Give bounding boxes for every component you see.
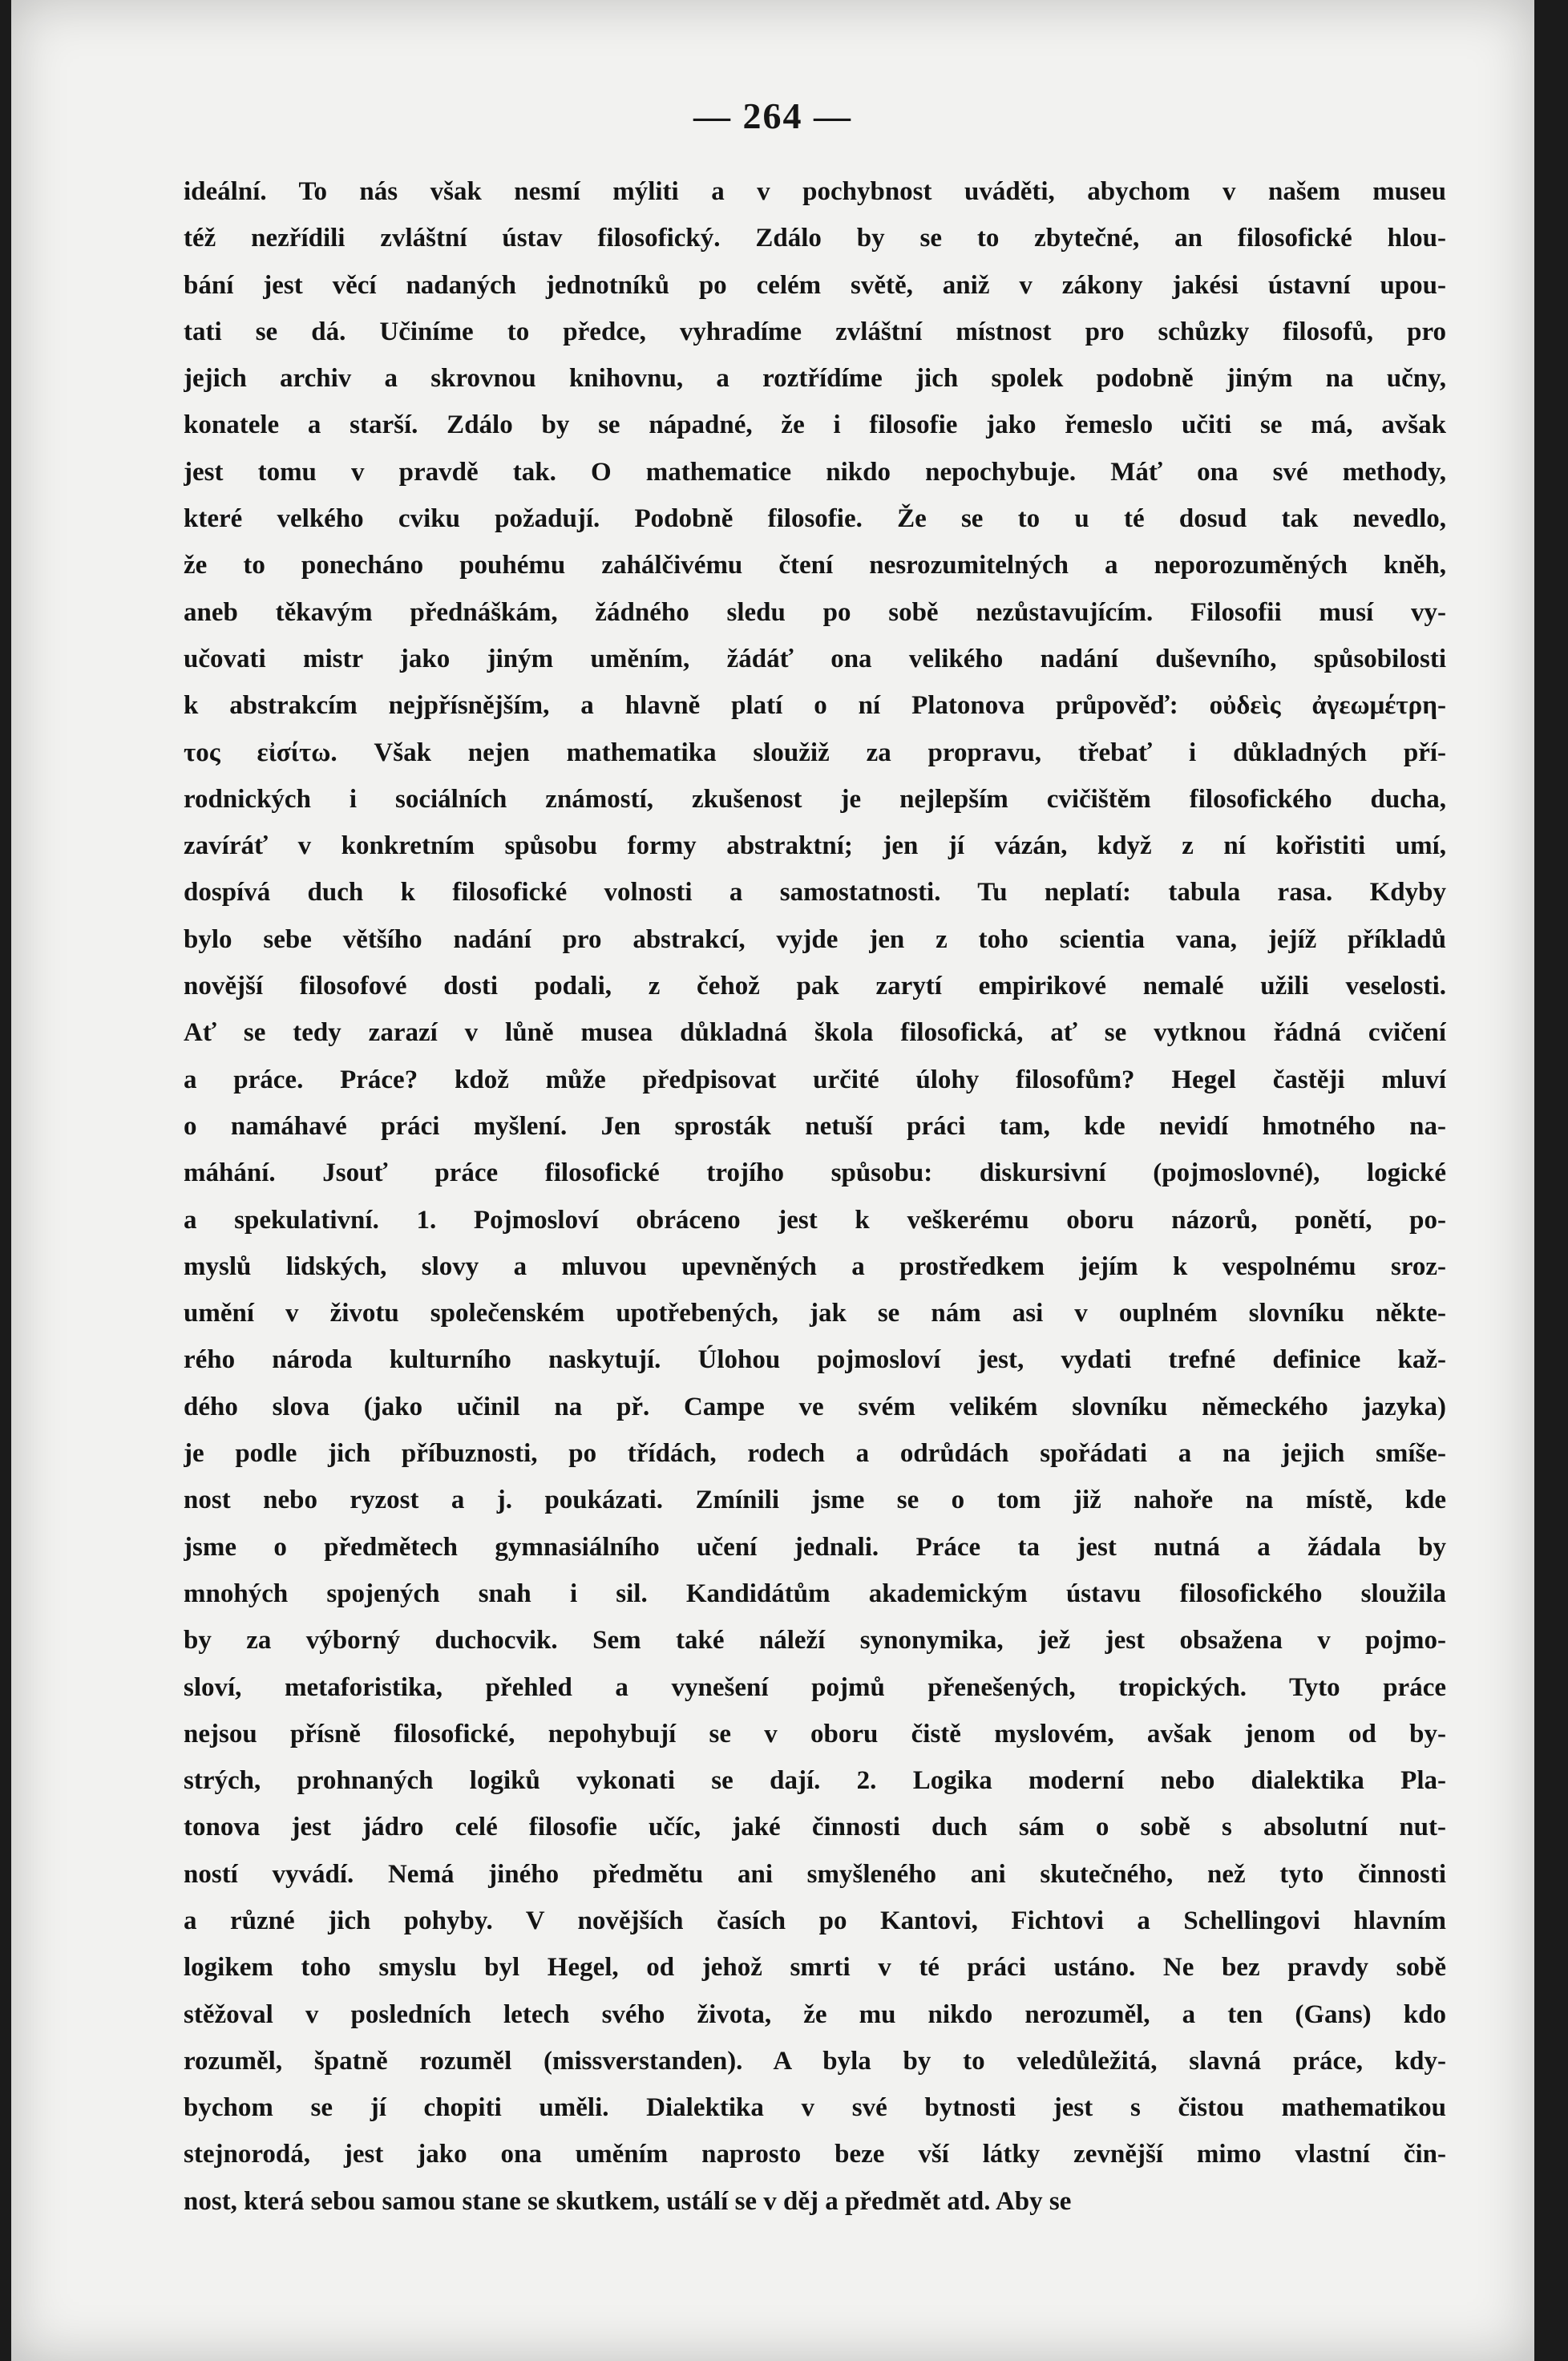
text-line: tati se dá. Učiníme to předce, vyhradíme zvláštní místnost pro schůzky filosofů, pro [184, 317, 1446, 346]
text-line: rozuměl, špatně rozuměl (missverstanden). A byla by to veledůležitá, slavná práce, kdy- [184, 2046, 1446, 2076]
text-line: nost, která sebou samou stane se skutkem, ustálí se v děj a předmět atd. Aby se [184, 2186, 1072, 2216]
text-line: jejich archiv a skrovnou knihovnu, a roztřídíme jich spolek podobně jiným na učny, [184, 364, 1446, 394]
text-line: rého národa kulturního naskytují. Úlohou pojmosloví jest, vydati trefné definice kaž- [184, 1345, 1446, 1375]
page-number: — 264 — [693, 95, 852, 136]
text-line: rodnických i sociálních známostí, zkušenost je nejlepším cvičištěm filosofického ducha, [184, 784, 1446, 814]
text-line: též nezřídili zvláštní ústav filosofický. Zdálo by se to zbytečné, an filosofické hlou- [184, 224, 1446, 253]
text-line: učovati mistr jako jiným uměním, žádáť ona velikého nadání duševního, spůsobilosti [184, 644, 1446, 673]
text-line: Ať se tedy zarazí v lůně musea důkladná škola filosofická, ať se vytknou řádná cvičení [184, 1018, 1446, 1048]
text-line: zavíráť v konkretním spůsobu formy abstraktní; jen jí vázán, když z ní kořistiti umí, [184, 831, 1446, 861]
text-line: ností vyvádí. Nemá jiného předmětu ani smyšleného ani skutečného, než tyto činnosti [184, 1859, 1446, 1889]
text-line: stěžoval v posledních letech svého života, že mu nikdo nerozuměl, a ten (Gans) kdo [184, 1999, 1446, 2029]
text-line: dospívá duch k filosofické volnosti a samostatnosti. Tu neplatí: tabula rasa. Kdyby [184, 878, 1446, 908]
text-line: strých, prohnaných logiků vykonati se dají. 2. Logika moderní nebo dialektika Pla- [184, 1766, 1446, 1796]
text-line: stejnorodá, jest jako ona uměním naprosto beze vší látky zevnější mimo vlastní čin- [184, 2140, 1446, 2169]
text-line: aneb těkavým přednáškám, žádného sledu po sobě nezůstavujícím. Filosofii musí vy- [184, 597, 1446, 627]
text-line: umění v životu společenském upotřebených, jak se nám asi v ouplném slovníku někte- [184, 1299, 1446, 1328]
text-line: novější filosofové dosti podali, z čehož pak zarytí empirikové nemalé užili veselosti. [184, 972, 1446, 1001]
text-line: logikem toho smyslu byl Hegel, od jehož smrti v té práci ustáno. Ne bez pravdy sobě [184, 1953, 1446, 1983]
text-line: máhání. Jsouť práce filosofické trojího spůsobu: diskursivní (pojmoslovné), logické [184, 1158, 1446, 1188]
text-line: by za výborný duchocvik. Sem také náleží synonymika, jež jest obsažena v pojmo- [184, 1626, 1446, 1656]
text-line: τος εἰσίτω. Však nejen mathematika sloužiž za propravu, třebať i důkladných pří- [184, 738, 1446, 767]
text-line: že to ponecháno pouhému zahálčivému čtení nesrozumitelných a neporozuměných kněh, [184, 551, 1446, 580]
text-line: jsme o předmětech gymnasiálního učení jednali. Práce ta jest nutná a žádala by [184, 1532, 1446, 1562]
text-line: tonova jest jádro celé filosofie učíc, jaké činnosti duch sám o sobě s absolutní nut- [184, 1813, 1446, 1842]
text-line: mnohých spojených snah i sil. Kandidátům akademickým ústavu filosofického sloužila [184, 1579, 1446, 1608]
text-line: k abstrakcím nejpřísnějším, a hlavně platí o ní Platonova průpověď: οὐδεὶς ἀγεωμέτρη- [184, 691, 1446, 721]
text-line: sloví, metaforistika, přehled a vynešení pojmů přenešených, tropických. Tyto práce [184, 1672, 1446, 1702]
text-line: dého slova (jako učinil na př. Campe ve svém velikém slovníku německého jazyka) [184, 1392, 1446, 1421]
text-line: o namáhavé práci myšlení. Jen sprosták netuší práci tam, kde nevidí hmotného na- [184, 1111, 1446, 1141]
text-line: nejsou přísně filosofické, nepohybují se v oboru čistě myslovém, avšak jenom od by- [184, 1719, 1446, 1749]
body-text [184, 168, 1446, 2225]
book-page [11, 0, 1534, 2361]
text-line: ideální. To nás však nesmí mýliti a v pochybnost uváděti, abychom v našem museu [184, 177, 1446, 206]
text-line: a spekulativní. 1. Pojmosloví obráceno jest k veškerému oboru názorů, ponětí, po- [184, 1205, 1446, 1235]
text-line: bylo sebe většího nadání pro abstrakcí, vyjde jen z toho scientia vana, jejíž příkladů [184, 924, 1446, 954]
text-line: bání jest věcí nadaných jednotníků po celém světě, aniž v zákony jakési ústavní upou- [184, 270, 1446, 300]
text-line: jest tomu v pravdě tak. O mathematice nikdo nepochybuje. Máť ona své methody, [184, 457, 1446, 487]
text-line: a práce. Práce? kdož může předpisovat určité úlohy filosofům? Hegel častěji mluví [184, 1065, 1446, 1094]
text-line: myslů lidských, slovy a mluvou upevněných a prostředkem jejím k vespolnému sroz- [184, 1251, 1446, 1281]
text-line: bychom se jí chopiti uměli. Dialektika v své bytnosti jest s čistou mathematikou [184, 2093, 1446, 2123]
text-line: nost nebo ryzost a j. poukázati. Zmínili jsme se o tom již nahoře na místě, kde [184, 1486, 1446, 1515]
text-line: je podle jich příbuznosti, po třídách, rodech a odrůdách spořádati a na jejich smíše- [184, 1439, 1446, 1469]
text-line: které velkého cviku požadují. Podobně filosofie. Že se to u té dosud tak nevedlo, [184, 504, 1446, 534]
text-line: konatele a starší. Zdálo by se nápadné, že i filosofie jako řemeslo učiti se má, avšak [184, 410, 1446, 440]
text-line: a různé jich pohyby. V novějších časích po Kantovi, Fichtovi a Schellingovi hlavním [184, 1906, 1446, 1935]
